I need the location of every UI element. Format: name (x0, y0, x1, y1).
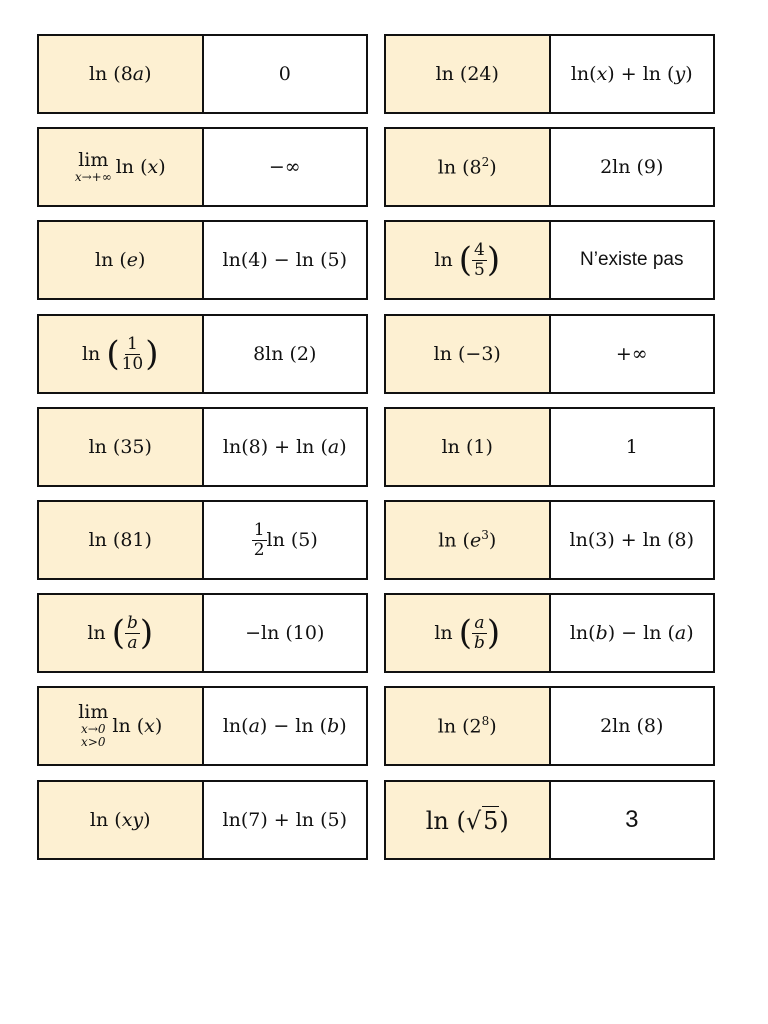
card-right-expression: 0 (204, 36, 367, 112)
card-left-expression: $\ln (e^3)$ (386, 502, 551, 578)
card-right-expression: 8ln (2) (204, 316, 367, 392)
domino-card (37, 127, 368, 207)
domino-card (37, 34, 368, 114)
card-right-expression: −ln (10) (204, 595, 367, 671)
domino-card (384, 34, 715, 114)
domino-card (384, 220, 715, 300)
card-right-expression: ln(x) + ln (y) (551, 36, 714, 112)
card-left-expression: ln ( $\frac{1}{10}$ ) (39, 316, 204, 392)
domino-card (37, 780, 368, 860)
card-right-expression: 2ln (8) (551, 688, 714, 764)
card-left-expression: ln (xy) (39, 782, 204, 858)
domino-card (37, 500, 368, 580)
card-left-expression: ln (−3) (386, 316, 551, 392)
card-left-expression: lim x→0 x>0 ln (x) (39, 688, 204, 764)
card-left-expression: ln (35) (39, 409, 204, 485)
domino-card (384, 686, 715, 766)
card-left-expression: ln (24) (386, 36, 551, 112)
card-right-expression: ln(8) + ln (a) (204, 409, 367, 485)
domino-card (384, 407, 715, 487)
card-left-expression: ln (√5) (386, 782, 551, 858)
card-right-expression: N’existe pas (551, 222, 714, 298)
domino-card (384, 314, 715, 394)
card-right-expression: 1 (551, 409, 714, 485)
domino-card (384, 593, 715, 673)
card-left-expression: ln (1) (386, 409, 551, 485)
card-right-expression: 2ln (9) (551, 129, 714, 205)
card-left-expression: ln ( $\frac{b}{a}$ ) (39, 595, 204, 671)
card-left-expression: ln ( $\frac{4}{5}$ ) (386, 222, 551, 298)
domino-card (37, 314, 368, 394)
card-right-expression: ln(4) − ln (5) (204, 222, 367, 298)
card-right-expression: ln(a) − ln (b) (204, 688, 367, 764)
card-left-expression: ln (e) (39, 222, 204, 298)
card-left-expression: ln (81) (39, 502, 204, 578)
domino-card (37, 220, 368, 300)
domino-card (384, 127, 715, 207)
domino-card (37, 407, 368, 487)
card-right-expression: 3 (551, 782, 714, 858)
card-right-expression: +∞ (551, 316, 714, 392)
card-right-expression: ln(3) + ln (8) (551, 502, 714, 578)
card-right-expression: $\frac{1}{2}$ ln (5) (204, 502, 367, 578)
card-left-expression: $\ln (2^8)$ (386, 688, 551, 764)
card-right-expression: ln(b) − ln (a) (551, 595, 714, 671)
card-left-expression: $\ln (8^2)$ (386, 129, 551, 205)
domino-card (37, 593, 368, 673)
domino-card (384, 780, 715, 860)
card-right-expression: −∞ (204, 129, 367, 205)
card-left-expression: ln ( $\frac{a}{b}$ ) (386, 595, 551, 671)
card-left-expression: lim x→+∞ ln (x) (39, 129, 204, 205)
card-left-expression: ln (8a) (39, 36, 204, 112)
card-right-expression: ln(7) + ln (5) (204, 782, 367, 858)
domino-card (37, 686, 368, 766)
domino-card (384, 500, 715, 580)
